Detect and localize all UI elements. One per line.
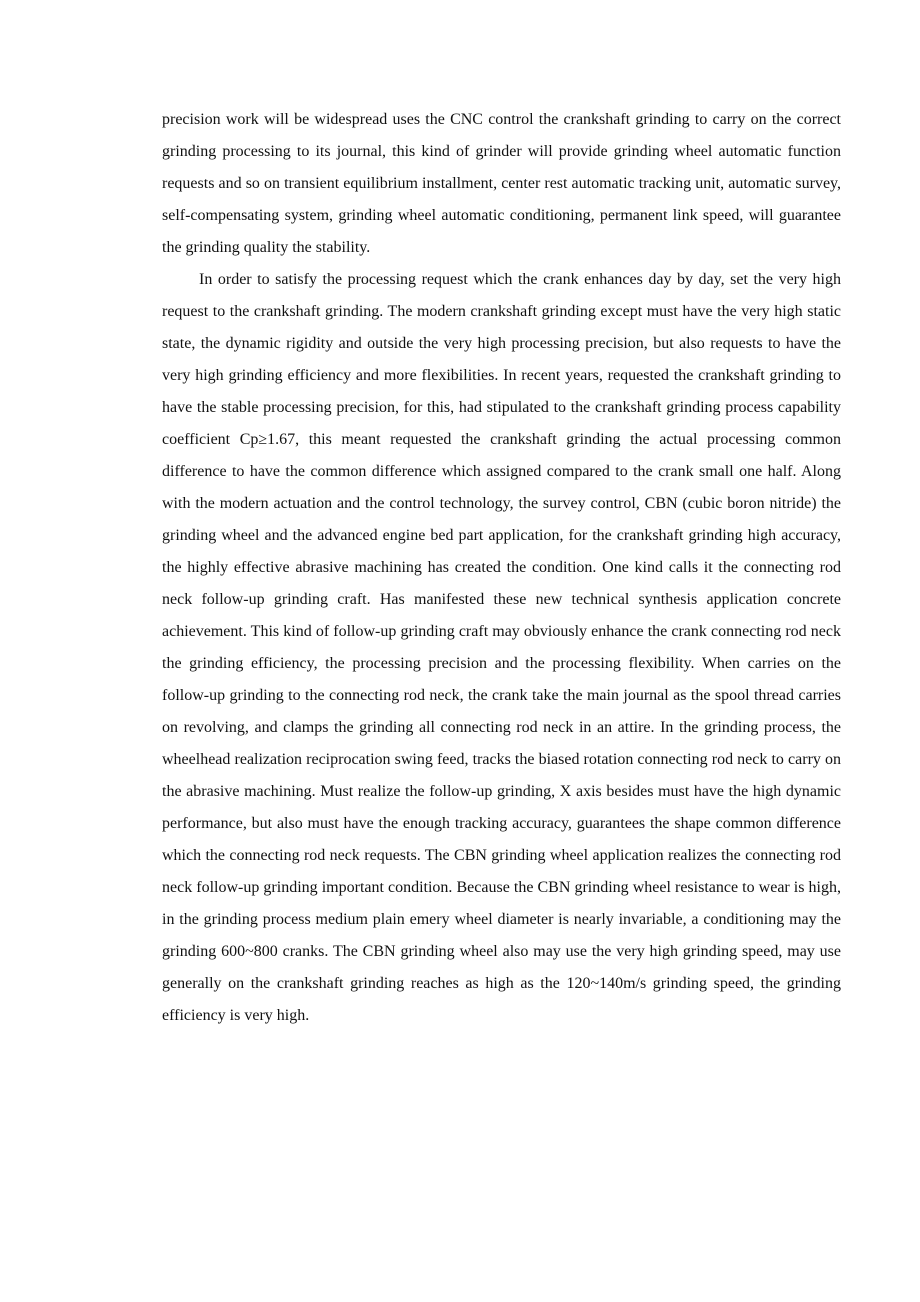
paragraph-crankshaft-grinding: In order to satisfy the processing request which the crank enhances day by day, set the very high request to the crankshaft grinding. The modern crankshaft grinding except must have the very high static state, the dynamic rigidity and outside the very high processing precision, but also requests to have the very high grinding efficiency and more flexibilities. In recent years, requested the crankshaft grinding to have the stable processing precision, for this, had stipulated to the crankshaft grinding process capability coefficient Cp≥1.67, this meant requested the crankshaft grinding the actual processing common difference to have the common difference which assigned compared to the crank small one half. Along with the modern actuation and the control technology, the survey control, CBN (cubic boron nitride) the grinding wheel and the advanced engine bed part application, for the crankshaft grinding high accuracy, the highly effective abrasive machining has created the condition. One kind calls it the connecting rod neck follow-up grinding craft. Has manifested these new technical synthesis application concrete achievement. This kind of follow-up grinding craft may obviously enhance the crank connecting rod neck the grinding efficiency, the processing precision and the processing flexibility. When carries on the follow-up grinding to the connecting rod neck, the crank take the main journal as the spool thread carries on revolving, and clamps the grinding all connecting rod neck in an attire. In the grinding process, the wheelhead realization reciprocation swing feed, tracks the biased rotation connecting rod neck to carry on the abrasive machining. Must realize the follow-up grinding, X axis besides must have the high dynamic performance, but also must have the enough tracking accuracy, guarantees the shape common difference which the connecting rod neck requests. The CBN grinding wheel application realizes the connecting rod neck follow-up grinding important condition. Because the CBN grinding wheel resistance to wear is high, in the grinding process medium plain emery wheel diameter is nearly invariable, a conditioning may the grinding 600~800 cranks. The CBN grinding wheel also may use the very high grinding speed, may use generally on the crankshaft grinding reaches as high as the 120~140m/s grinding speed, the grinding efficiency is very high.: [162, 271, 841, 1024]
document-body: [162, 104, 841, 1032]
paragraph-continuation: precision work will be widespread uses the CNC control the crankshaft grinding to carry on the correct grinding processing to its journal, this kind of grinder will provide grinding wheel automatic function requests and so on transient equilibrium installment, center rest automatic tracking unit, automatic survey, self-compensating system, grinding wheel automatic conditioning, permanent link speed, will guarantee the grinding quality the stability.: [162, 111, 841, 256]
